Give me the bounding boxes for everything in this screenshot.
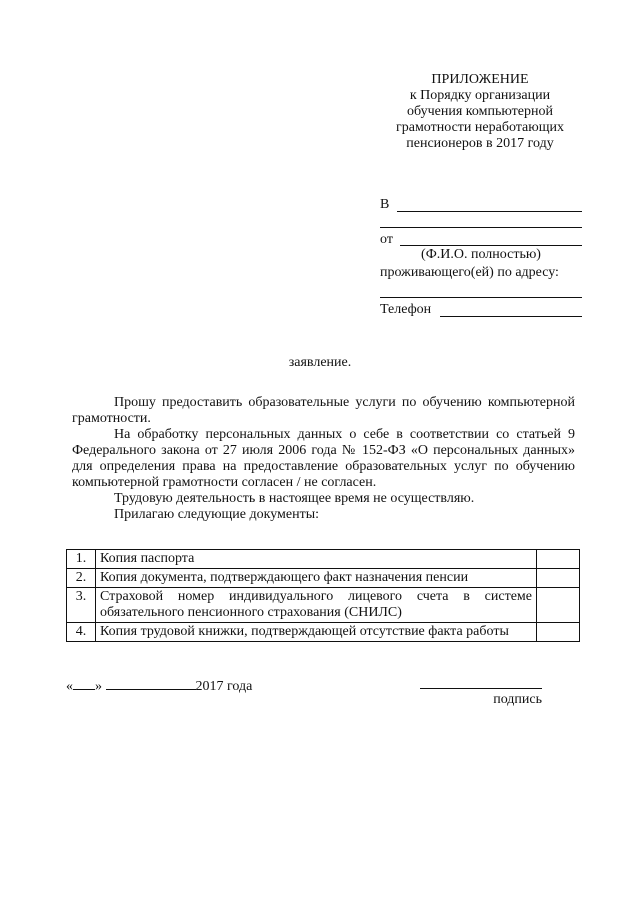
doc-description: Копия трудовой книжки, подтверждающей отсутствие факта работы — [96, 623, 537, 642]
date-quote-open: « — [66, 679, 73, 694]
signature-field[interactable] — [420, 688, 542, 689]
appendix-line: обучения компьютерной — [407, 104, 553, 119]
request-paragraph: Прошу предоставить образовательные услуги по обучению компьютерной грамотности. — [72, 395, 575, 426]
doc-description: Страховой номер индивидуального лицевого счета в системе обязательного пенсионного страхования (СНИЛС) — [96, 588, 537, 623]
doc-check-cell[interactable] — [537, 588, 580, 623]
doc-number: 2. — [67, 569, 96, 588]
appendix-header — [380, 72, 580, 152]
signature-label: подпись — [493, 692, 542, 707]
doc-check-cell[interactable] — [537, 623, 580, 642]
phone-field[interactable] — [440, 316, 582, 317]
document-title: заявление. — [288, 355, 352, 370]
doc-number: 4. — [67, 623, 96, 642]
date-line — [66, 676, 252, 695]
appendix-line: пенсионеров в 2017 году — [406, 136, 554, 151]
sender-label: от — [380, 232, 393, 247]
documents-table — [66, 549, 580, 642]
day-field[interactable] — [73, 676, 95, 690]
addressee-field[interactable] — [397, 211, 582, 212]
body-text — [72, 395, 575, 523]
date-year: 2017 года — [195, 679, 253, 694]
employment-paragraph: Трудовую деятельность в настоящее время не осуществляю. — [114, 491, 475, 506]
attachments-intro: Прилагаю следующие документы: — [114, 507, 320, 522]
addressee-label: В — [380, 197, 390, 212]
fio-hint: (Ф.И.О. полностью) — [421, 247, 541, 262]
table-row — [67, 550, 580, 569]
doc-number: 3. — [67, 588, 96, 623]
consent-paragraph: На обработку персональных данных о себе в соответствии со статьей 9 Федерального закона от 27 июля 2006 года № 152-ФЗ «О персональных данных» для определения права на предоставление образовательных услуг по обучению компьютерной грамотности согласен / не согласен. — [72, 427, 575, 490]
residence-label: проживающего(ей) по адресу: — [380, 265, 559, 280]
table-row — [67, 569, 580, 588]
addressee-field-line2[interactable] — [380, 227, 582, 228]
appendix-line: к Порядку организации — [409, 88, 551, 103]
appendix-line: грамотности неработающих — [395, 120, 564, 135]
table-row — [67, 588, 580, 623]
month-field[interactable] — [106, 676, 196, 690]
doc-description: Копия паспорта — [96, 550, 537, 569]
doc-description: Копия документа, подтверждающего факт назначения пенсии — [96, 569, 537, 588]
date-quote-close: » — [95, 679, 102, 694]
phone-label: Телефон — [380, 302, 432, 317]
address-field[interactable] — [380, 297, 582, 298]
appendix-line: ПРИЛОЖЕНИЕ — [431, 72, 529, 87]
doc-number: 1. — [67, 550, 96, 569]
doc-check-cell[interactable] — [537, 550, 580, 569]
table-row — [67, 623, 580, 642]
doc-check-cell[interactable] — [537, 569, 580, 588]
sender-field[interactable] — [400, 245, 582, 246]
